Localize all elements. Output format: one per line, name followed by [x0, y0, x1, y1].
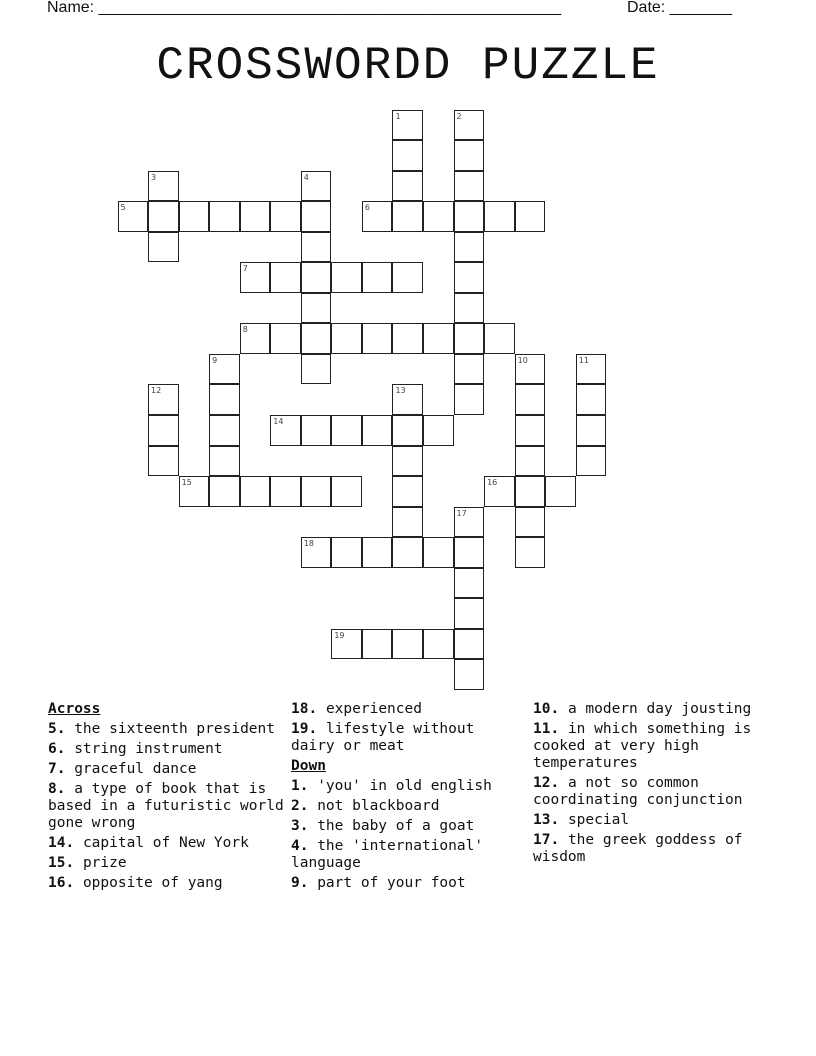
clue-number-label: 14. — [48, 835, 75, 851]
grid-cell[interactable] — [515, 507, 546, 538]
across-clue — [48, 855, 288, 872]
grid-cell[interactable] — [484, 201, 515, 232]
clue-number: 7 — [242, 264, 248, 274]
clue-text: the sixteenth president — [74, 721, 275, 737]
clue-number: 2 — [456, 111, 462, 121]
grid-cell[interactable] — [454, 659, 485, 690]
grid-cell[interactable] — [209, 415, 240, 446]
grid-cell[interactable] — [454, 507, 485, 538]
clue-number: 12 — [151, 386, 162, 396]
clue-text: a type of book that is based in a futuristic world gone wrong — [48, 781, 284, 831]
grid-cell[interactable] — [423, 629, 454, 660]
grid-cell[interactable] — [270, 323, 301, 354]
grid-cell[interactable] — [392, 171, 423, 202]
clue-number-label: 4. — [291, 838, 309, 854]
across-clue — [48, 875, 288, 892]
down-clue — [291, 798, 516, 815]
grid-cell[interactable] — [392, 537, 423, 568]
clue-text: in which something is cooked at very high temperatures — [533, 721, 752, 771]
grid-cell[interactable] — [362, 262, 393, 293]
clue-number: 19 — [334, 630, 345, 640]
grid-cell[interactable] — [454, 598, 485, 629]
clue-number: 13 — [395, 386, 406, 396]
clue-text: prize — [82, 855, 127, 871]
across-heading: Across — [48, 701, 101, 717]
grid-cell[interactable] — [392, 476, 423, 507]
grid-cell[interactable] — [362, 201, 393, 232]
grid-cell[interactable] — [454, 232, 485, 263]
grid-cell[interactable] — [454, 629, 485, 660]
grid-cell[interactable] — [515, 476, 546, 507]
grid-cell[interactable] — [270, 476, 301, 507]
grid-cell[interactable] — [454, 384, 485, 415]
clues-column-1 — [48, 701, 288, 895]
grid-cell[interactable] — [515, 537, 546, 568]
clue-number: 3 — [151, 172, 157, 182]
clue-number: 18 — [303, 539, 314, 549]
clue-number-label: 18. — [291, 701, 318, 717]
clue-text: lifestyle without dairy or meat — [291, 721, 475, 754]
clue-text: a not so common coordinating conjunction — [533, 775, 743, 808]
down-heading: Down — [291, 758, 326, 774]
grid-cell[interactable] — [392, 323, 423, 354]
clue-number-label: 7. — [48, 761, 66, 777]
grid-cell[interactable] — [576, 354, 607, 385]
grid-cell[interactable] — [362, 629, 393, 660]
grid-cell[interactable] — [576, 384, 607, 415]
clue-number: 4 — [303, 172, 309, 182]
clue-number: 10 — [517, 355, 528, 365]
grid-cell[interactable] — [301, 354, 332, 385]
clue-text: part of your foot — [317, 875, 466, 891]
clue-text: string instrument — [74, 741, 223, 757]
grid-cell[interactable] — [423, 201, 454, 232]
grid-cell[interactable] — [576, 446, 607, 477]
down-clue — [533, 721, 773, 772]
clue-number-label: 9. — [291, 875, 309, 891]
grid-cell[interactable] — [240, 476, 271, 507]
clue-number: 16 — [487, 478, 498, 488]
grid-cell[interactable] — [301, 232, 332, 263]
grid-cell[interactable] — [331, 323, 362, 354]
across-clue — [48, 721, 288, 738]
down-clue — [533, 812, 773, 829]
grid-cell[interactable] — [515, 446, 546, 477]
grid-cell[interactable] — [301, 323, 332, 354]
clue-number-label: 5. — [48, 721, 66, 737]
clue-text: a modern day jousting — [567, 701, 752, 717]
grid-cell[interactable] — [301, 262, 332, 293]
clue-number: 5 — [120, 203, 126, 213]
clue-number-label: 1. — [291, 778, 309, 794]
clue-number: 14 — [273, 417, 284, 426]
clue-number: 15 — [181, 478, 192, 488]
grid-cell[interactable] — [331, 262, 362, 293]
grid-cell[interactable] — [148, 232, 179, 263]
clue-text: the baby of a goat — [317, 818, 475, 834]
grid-cell[interactable] — [423, 537, 454, 568]
grid-cell[interactable] — [209, 446, 240, 477]
grid-cell[interactable] — [454, 171, 485, 202]
grid-cell[interactable] — [392, 507, 423, 538]
grid-cell[interactable] — [179, 201, 210, 232]
clue-number-label: 8. — [48, 781, 66, 797]
grid-cell[interactable] — [301, 171, 332, 202]
clue-number-label: 17. — [533, 832, 560, 848]
grid-cell[interactable] — [392, 384, 423, 415]
grid-cell[interactable] — [209, 384, 240, 415]
grid-cell[interactable] — [423, 415, 454, 446]
clue-number-label: 12. — [533, 775, 560, 791]
grid-cell[interactable] — [392, 446, 423, 477]
across-clue — [48, 741, 288, 758]
clue-number-label: 19. — [291, 721, 318, 737]
grid-cell[interactable] — [148, 201, 179, 232]
clue-text: opposite of yang — [82, 875, 223, 891]
grid-cell[interactable] — [515, 415, 546, 446]
clue-text: 'you' in old english — [317, 778, 492, 794]
grid-cell[interactable] — [270, 262, 301, 293]
clue-number-label: 3. — [291, 818, 309, 834]
clues-column-2 — [291, 701, 516, 895]
date-field-label: Date: _______ — [627, 0, 732, 16]
grid-cell[interactable] — [331, 629, 362, 660]
clue-text: the greek goddess of wisdom — [533, 832, 743, 865]
name-field-label: Name: ____________________________________________________ — [47, 0, 562, 16]
grid-cell[interactable] — [240, 323, 271, 354]
grid-cell[interactable] — [148, 415, 179, 446]
grid-cell[interactable] — [423, 323, 454, 354]
grid-cell[interactable] — [454, 201, 485, 232]
grid-cell[interactable] — [362, 537, 393, 568]
grid-cell[interactable] — [392, 262, 423, 293]
across-clue — [291, 721, 516, 755]
clue-text: special — [567, 812, 630, 828]
grid-cell[interactable] — [515, 354, 546, 385]
grid-cell[interactable] — [118, 201, 149, 232]
grid-cell[interactable] — [392, 201, 423, 232]
down-clue — [291, 778, 516, 795]
grid-cell[interactable] — [454, 293, 485, 324]
down-clue — [533, 775, 773, 809]
clue-text: capital of New York — [82, 835, 249, 851]
across-clue — [291, 701, 516, 718]
clue-text: graceful dance — [74, 761, 197, 777]
grid-cell[interactable] — [301, 476, 332, 507]
grid-cell[interactable] — [270, 201, 301, 232]
clue-number-label: 16. — [48, 875, 75, 891]
grid-cell[interactable] — [240, 201, 271, 232]
grid-cell[interactable] — [331, 415, 362, 446]
grid-cell[interactable] — [454, 537, 485, 568]
down-clue — [291, 838, 516, 872]
grid-cell[interactable] — [454, 568, 485, 599]
grid-cell[interactable] — [515, 201, 546, 232]
grid-cell[interactable] — [454, 354, 485, 385]
grid-cell[interactable] — [515, 384, 546, 415]
clue-number-label: 11. — [533, 721, 560, 737]
grid-cell[interactable] — [301, 201, 332, 232]
clue-number-label: 10. — [533, 701, 560, 717]
clue-number-label: 6. — [48, 741, 66, 757]
clue-number: 8 — [242, 325, 248, 335]
grid-cell[interactable] — [484, 476, 515, 507]
grid-cell[interactable] — [148, 171, 179, 202]
grid-cell[interactable] — [392, 140, 423, 171]
clues-column-3 — [533, 701, 773, 869]
grid-cell[interactable] — [179, 476, 210, 507]
clue-number: 6 — [364, 203, 370, 213]
clue-number-label: 15. — [48, 855, 75, 871]
grid-cell[interactable] — [240, 262, 271, 293]
clue-number: 1 — [395, 111, 401, 121]
across-clue — [48, 761, 288, 778]
grid-cell[interactable] — [454, 262, 485, 293]
grid-cell[interactable] — [209, 476, 240, 507]
grid-cell[interactable] — [545, 476, 576, 507]
grid-cell[interactable] — [301, 293, 332, 324]
grid-cell[interactable] — [454, 140, 485, 171]
grid-cell[interactable] — [209, 354, 240, 385]
clue-text: not blackboard — [317, 798, 440, 814]
grid-cell[interactable] — [331, 476, 362, 507]
grid-cell[interactable] — [392, 110, 423, 141]
page-title: CROSSWORDD PUZZLE — [156, 40, 660, 92]
down-clue — [291, 875, 516, 892]
down-clue — [533, 832, 773, 866]
grid-cell[interactable] — [392, 415, 423, 446]
clue-number: 9 — [212, 355, 218, 365]
clue-number: 11 — [578, 355, 589, 365]
grid-cell[interactable] — [454, 110, 485, 141]
clue-number: 17 — [456, 508, 467, 518]
grid-cell[interactable] — [148, 384, 179, 415]
grid-cell[interactable] — [331, 537, 362, 568]
across-clue — [48, 781, 288, 832]
down-clue — [533, 701, 773, 718]
across-clue — [48, 835, 288, 852]
grid-cell[interactable] — [270, 415, 301, 446]
grid-cell[interactable] — [301, 415, 332, 446]
grid-cell[interactable] — [484, 323, 515, 354]
clue-text: the 'international' language — [291, 838, 484, 871]
grid-cell[interactable] — [209, 201, 240, 232]
clue-number-label: 2. — [291, 798, 309, 814]
down-clue — [291, 818, 516, 835]
clue-number-label: 13. — [533, 812, 560, 828]
grid-cell[interactable] — [362, 415, 393, 446]
grid-cell[interactable] — [454, 323, 485, 354]
grid-cell[interactable] — [148, 446, 179, 477]
grid-cell[interactable] — [392, 629, 423, 660]
clue-text: experienced — [325, 701, 422, 717]
grid-cell[interactable] — [576, 415, 607, 446]
grid-cell[interactable] — [362, 323, 393, 354]
grid-cell[interactable] — [301, 537, 332, 568]
